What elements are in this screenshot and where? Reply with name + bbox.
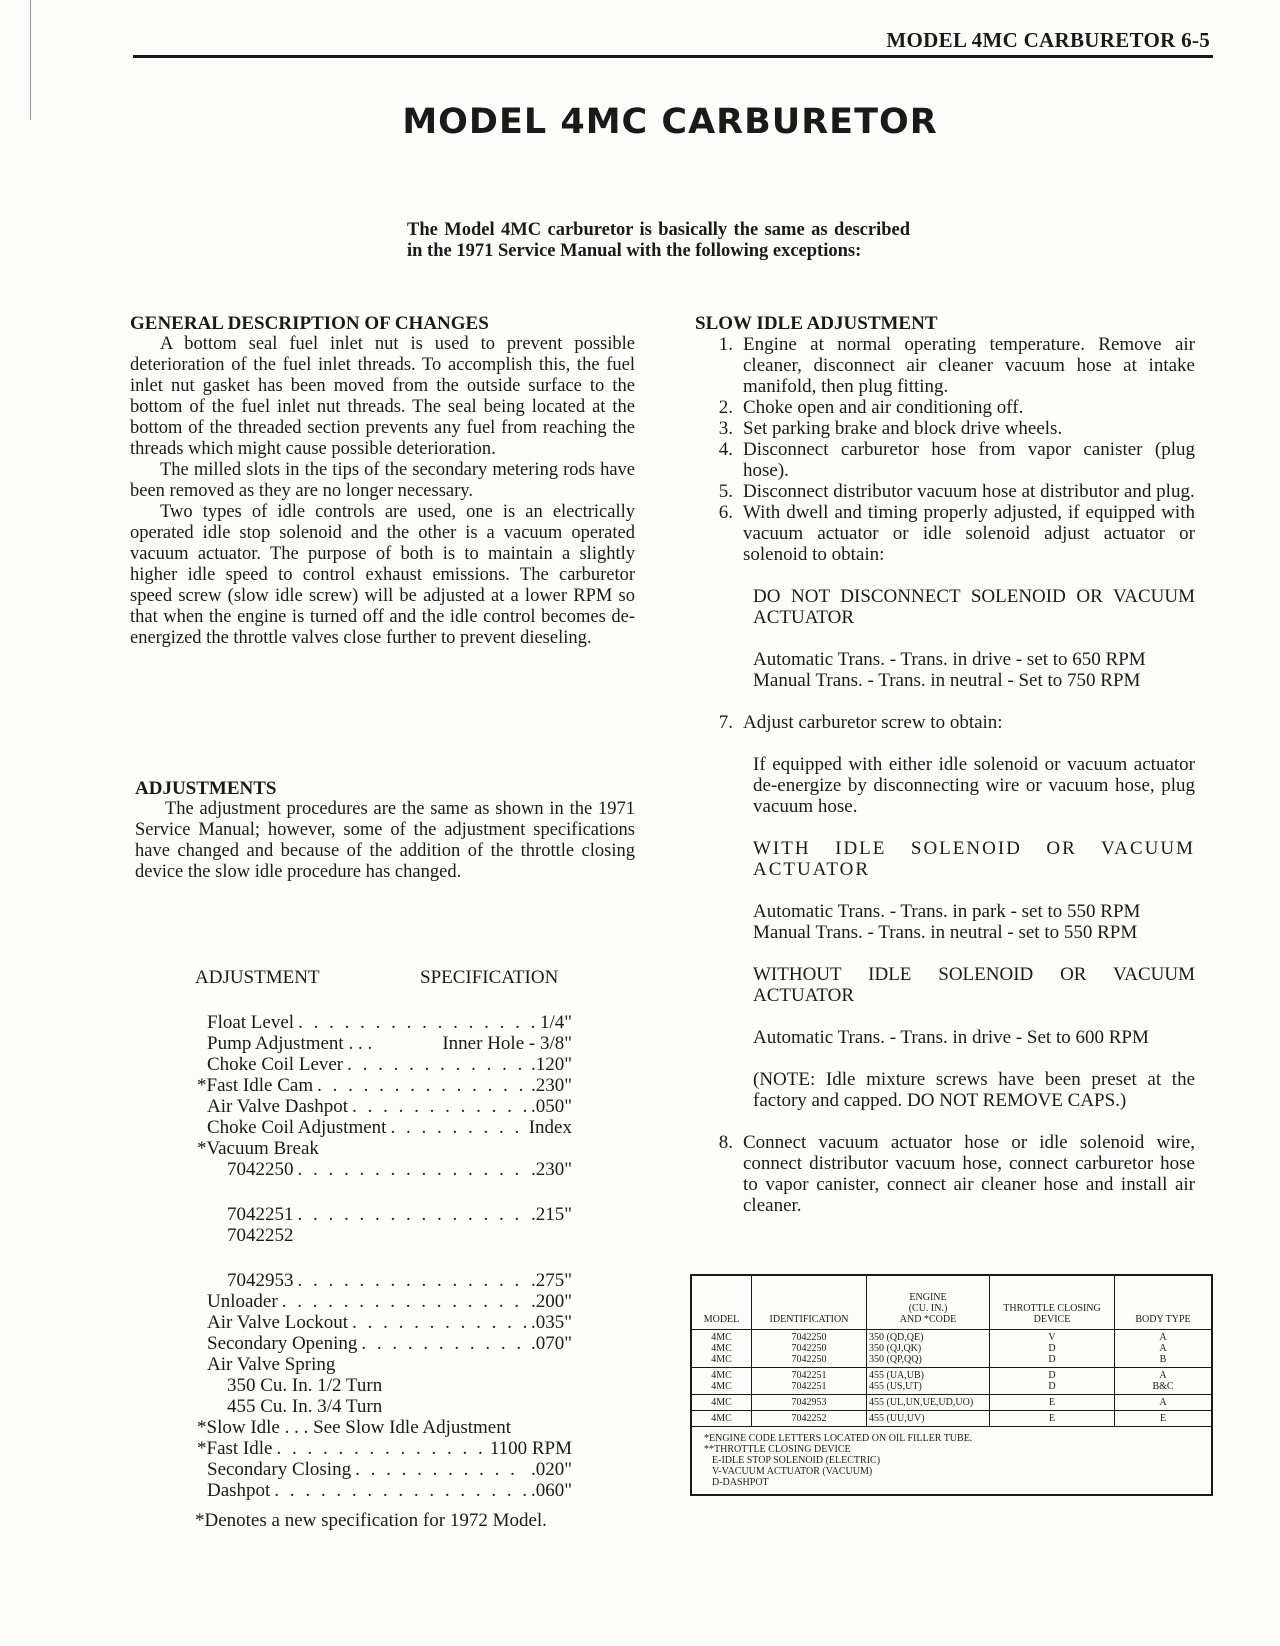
warning-text: DO NOT DISCONNECT SOLENOID OR VACUUM ACTUATOR <box>753 586 1195 628</box>
spec-row: 350 Cu. In. 1/2 Turn <box>227 1375 383 1396</box>
spec-row: 7042251 . . . .215" <box>207 1204 572 1225</box>
engine-header: ENGINE (CU. IN.) AND *CODE <box>867 1275 990 1329</box>
intro-paragraph: The Model 4MC carburetor is basically the same as described in the 1971 Service Manual with the following exceptions: <box>407 220 910 261</box>
step-item: 8. Connect vacuum actuator hose or idle solenoid wire, connect distributor vacuum hose, connect carburetor hose to vapor canister, connect air cleaner hose and install air cleaner. <box>718 1132 1195 1216</box>
spec-row: Secondary Closing . . . .020" <box>207 1459 572 1480</box>
step-item: 7. Adjust carburetor screw to obtain: <box>718 712 1003 733</box>
header-rule <box>133 55 1213 58</box>
general-paragraph: A bottom seal fuel inlet nut is used to prevent possible deterioration of the fuel inlet threads. To accomplish this, the fuel inlet nut gasket has been moved from the outside surface to the bottom of the fuel inlet nut threads. The seal being located at the bottom of the threaded section prevents any fuel from reaching the threads which might cause possible deterioration. <box>130 334 635 459</box>
table-note: *ENGINE CODE LETTERS LOCATED ON OIL FILLER TUBE. <box>704 1432 973 1444</box>
spec-row: Float Level . . . 1/4" <box>207 1012 572 1033</box>
spec-row: Dashpot . . . .060" <box>207 1480 572 1501</box>
general-paragraph: Two types of idle controls are used, one is an electrically operated idle stop solenoid and the other is a vacuum operated vacuum actuator. The purpose of both is to maintain a slightly higher idle speed to control exhaust emissions. The carburetor speed screw (slow idle screw) will be adjusted at a lower RPM so that when the engine is turned off and the idle control becomes de-energized the throttle valves close further to prevent dieseling. <box>130 502 635 648</box>
spec-row: *Fast Idle . . . 1100 RPM <box>197 1438 572 1459</box>
spec-row: 7042953 . . . .275" <box>207 1270 572 1291</box>
spec-row: Air Valve Dashpot . . . .050" <box>207 1096 572 1117</box>
spec-row: Pump Adjustment . . . Inner Hole - 3/8" <box>207 1033 572 1054</box>
step-item: 3. Set parking brake and block drive wheels. <box>718 418 1063 439</box>
spec-row: Choke Coil Adjustment . . . Index <box>207 1117 572 1138</box>
model-header: MODEL <box>691 1275 752 1329</box>
rpm-spec: Automatic Trans. - Trans. in drive - Set to 600 RPM <box>753 1027 1149 1048</box>
table-note: **THROTTLE CLOSING DEVICE <box>704 1443 851 1455</box>
spec-row: 7042252 <box>227 1225 294 1246</box>
step-item: 5. Disconnect distributor vacuum hose at distributor and plug. <box>718 481 1195 502</box>
spec-row: Secondary Opening . . . .070" <box>207 1333 572 1354</box>
identification-header: IDENTIFICATION <box>752 1275 867 1329</box>
spec-row: Unloader . . . .200" <box>207 1291 572 1312</box>
rpm-spec: Manual Trans. - Trans. in neutral - Set to 750 RPM <box>753 670 1141 691</box>
spec-row: Air Valve Lockout . . . .035" <box>207 1312 572 1333</box>
slow-idle-section <box>695 313 1195 1216</box>
step-item: 6. With dwell and timing properly adjusted, if equipped with vacuum actuator or idle solenoid adjust actuator or solenoid to obtain: <box>718 502 1195 565</box>
adjustments-heading: ADJUSTMENTS <box>135 778 277 799</box>
running-header: MODEL 4MC CARBURETOR 6-5 <box>886 28 1210 52</box>
step-item: 2. Choke open and air conditioning off. <box>718 397 1024 418</box>
table-row: 4MC 7042252 455 (UU,UV) E E <box>691 1410 1212 1426</box>
table-row: 4MC 4MC 7042251 7042251 455 (UA,UB) 455 (US,UT) D D A B&C <box>691 1367 1212 1394</box>
table-note: V-VACUUM ACTUATOR (VACUUM) <box>712 1465 873 1477</box>
spec-footnote: *Denotes a new specification for 1972 Model. <box>195 1510 547 1531</box>
spec-row: 455 Cu. In. 3/4 Turn <box>227 1396 383 1417</box>
general-paragraph: The milled slots in the tips of the secondary metering rods have been removed as they are no longer necessary. <box>130 460 635 501</box>
spec-row: *Fast Idle Cam . . . .230" <box>197 1075 572 1096</box>
step-note: If equipped with either idle solenoid or vacuum actuator de-energize by disconnecting wire or vacuum hose, plug vacuum hose. <box>753 754 1195 817</box>
table-row: 4MC 7042953 455 (UL,UN,UE,UD,UO) E A <box>691 1394 1212 1410</box>
specification-column-header: SPECIFICATION <box>420 967 559 988</box>
table-note: E-IDLE STOP SOLENOID (ELECTRIC) <box>712 1454 881 1466</box>
slow-idle-heading: SLOW IDLE ADJUSTMENT <box>695 313 938 334</box>
caps-note: (NOTE: Idle mixture screws have been preset at the factory and capped. DO NOT REMOVE CAPS.) <box>753 1069 1195 1111</box>
spec-row: *Slow Idle . . . See Slow Idle Adjustment <box>197 1417 512 1438</box>
general-description-heading: GENERAL DESCRIPTION OF CHANGES <box>130 313 489 334</box>
step-item: 1. Engine at normal operating temperature. Remove air cleaner, disconnect air cleaner vacuum hose at intake manifold, then plug fitting. <box>718 334 1195 397</box>
spec-row: Choke Coil Lever . . . .120" <box>207 1054 572 1075</box>
carburetor-application-table <box>690 1274 1213 1496</box>
body-type-header: BODY TYPE <box>1115 1275 1213 1329</box>
subheading-without-solenoid: WITHOUT IDLE SOLENOID OR VACUUM ACTUATOR <box>753 964 1195 1006</box>
adjustment-column-header: ADJUSTMENT <box>195 967 320 988</box>
table-notes-row <box>691 1426 1212 1495</box>
table-note: D-DASHPOT <box>712 1476 769 1488</box>
table-row: 4MC 4MC 4MC 7042250 7042250 7042250 350 (QD,QE) 350 (QJ,QK) 350 (QP,QQ) V D D A A B <box>691 1329 1212 1367</box>
rpm-spec: Automatic Trans. - Trans. in drive - set to 650 RPM <box>753 649 1146 670</box>
spec-row: *Vacuum Break <box>197 1138 319 1159</box>
subheading-with-solenoid: WITH IDLE SOLENOID OR VACUUM ACTUATOR <box>753 838 1195 880</box>
rpm-spec: Automatic Trans. - Trans. in park - set to 550 RPM <box>753 901 1141 922</box>
adjustments-section <box>135 778 635 883</box>
rpm-spec: Manual Trans. - Trans. in neutral - set to 550 RPM <box>753 922 1138 943</box>
step-item: 4. Disconnect carburetor hose from vapor canister (plug hose). <box>718 439 1195 481</box>
general-description-section <box>130 313 635 649</box>
throttle-device-header: THROTTLE CLOSING DEVICE <box>990 1275 1115 1329</box>
page-title: MODEL 4MC CARBURETOR <box>402 102 938 142</box>
specification-list <box>197 967 572 1501</box>
spec-row: Air Valve Spring <box>207 1354 336 1375</box>
adjustments-paragraph: The adjustment procedures are the same as shown in the 1971 Service Manual; however, some of the adjustment specifications have changed and because of the addition of the throttle closing device the slow idle procedure has changed. <box>135 799 635 882</box>
spec-row: 7042250 . . . .230" <box>207 1159 572 1180</box>
